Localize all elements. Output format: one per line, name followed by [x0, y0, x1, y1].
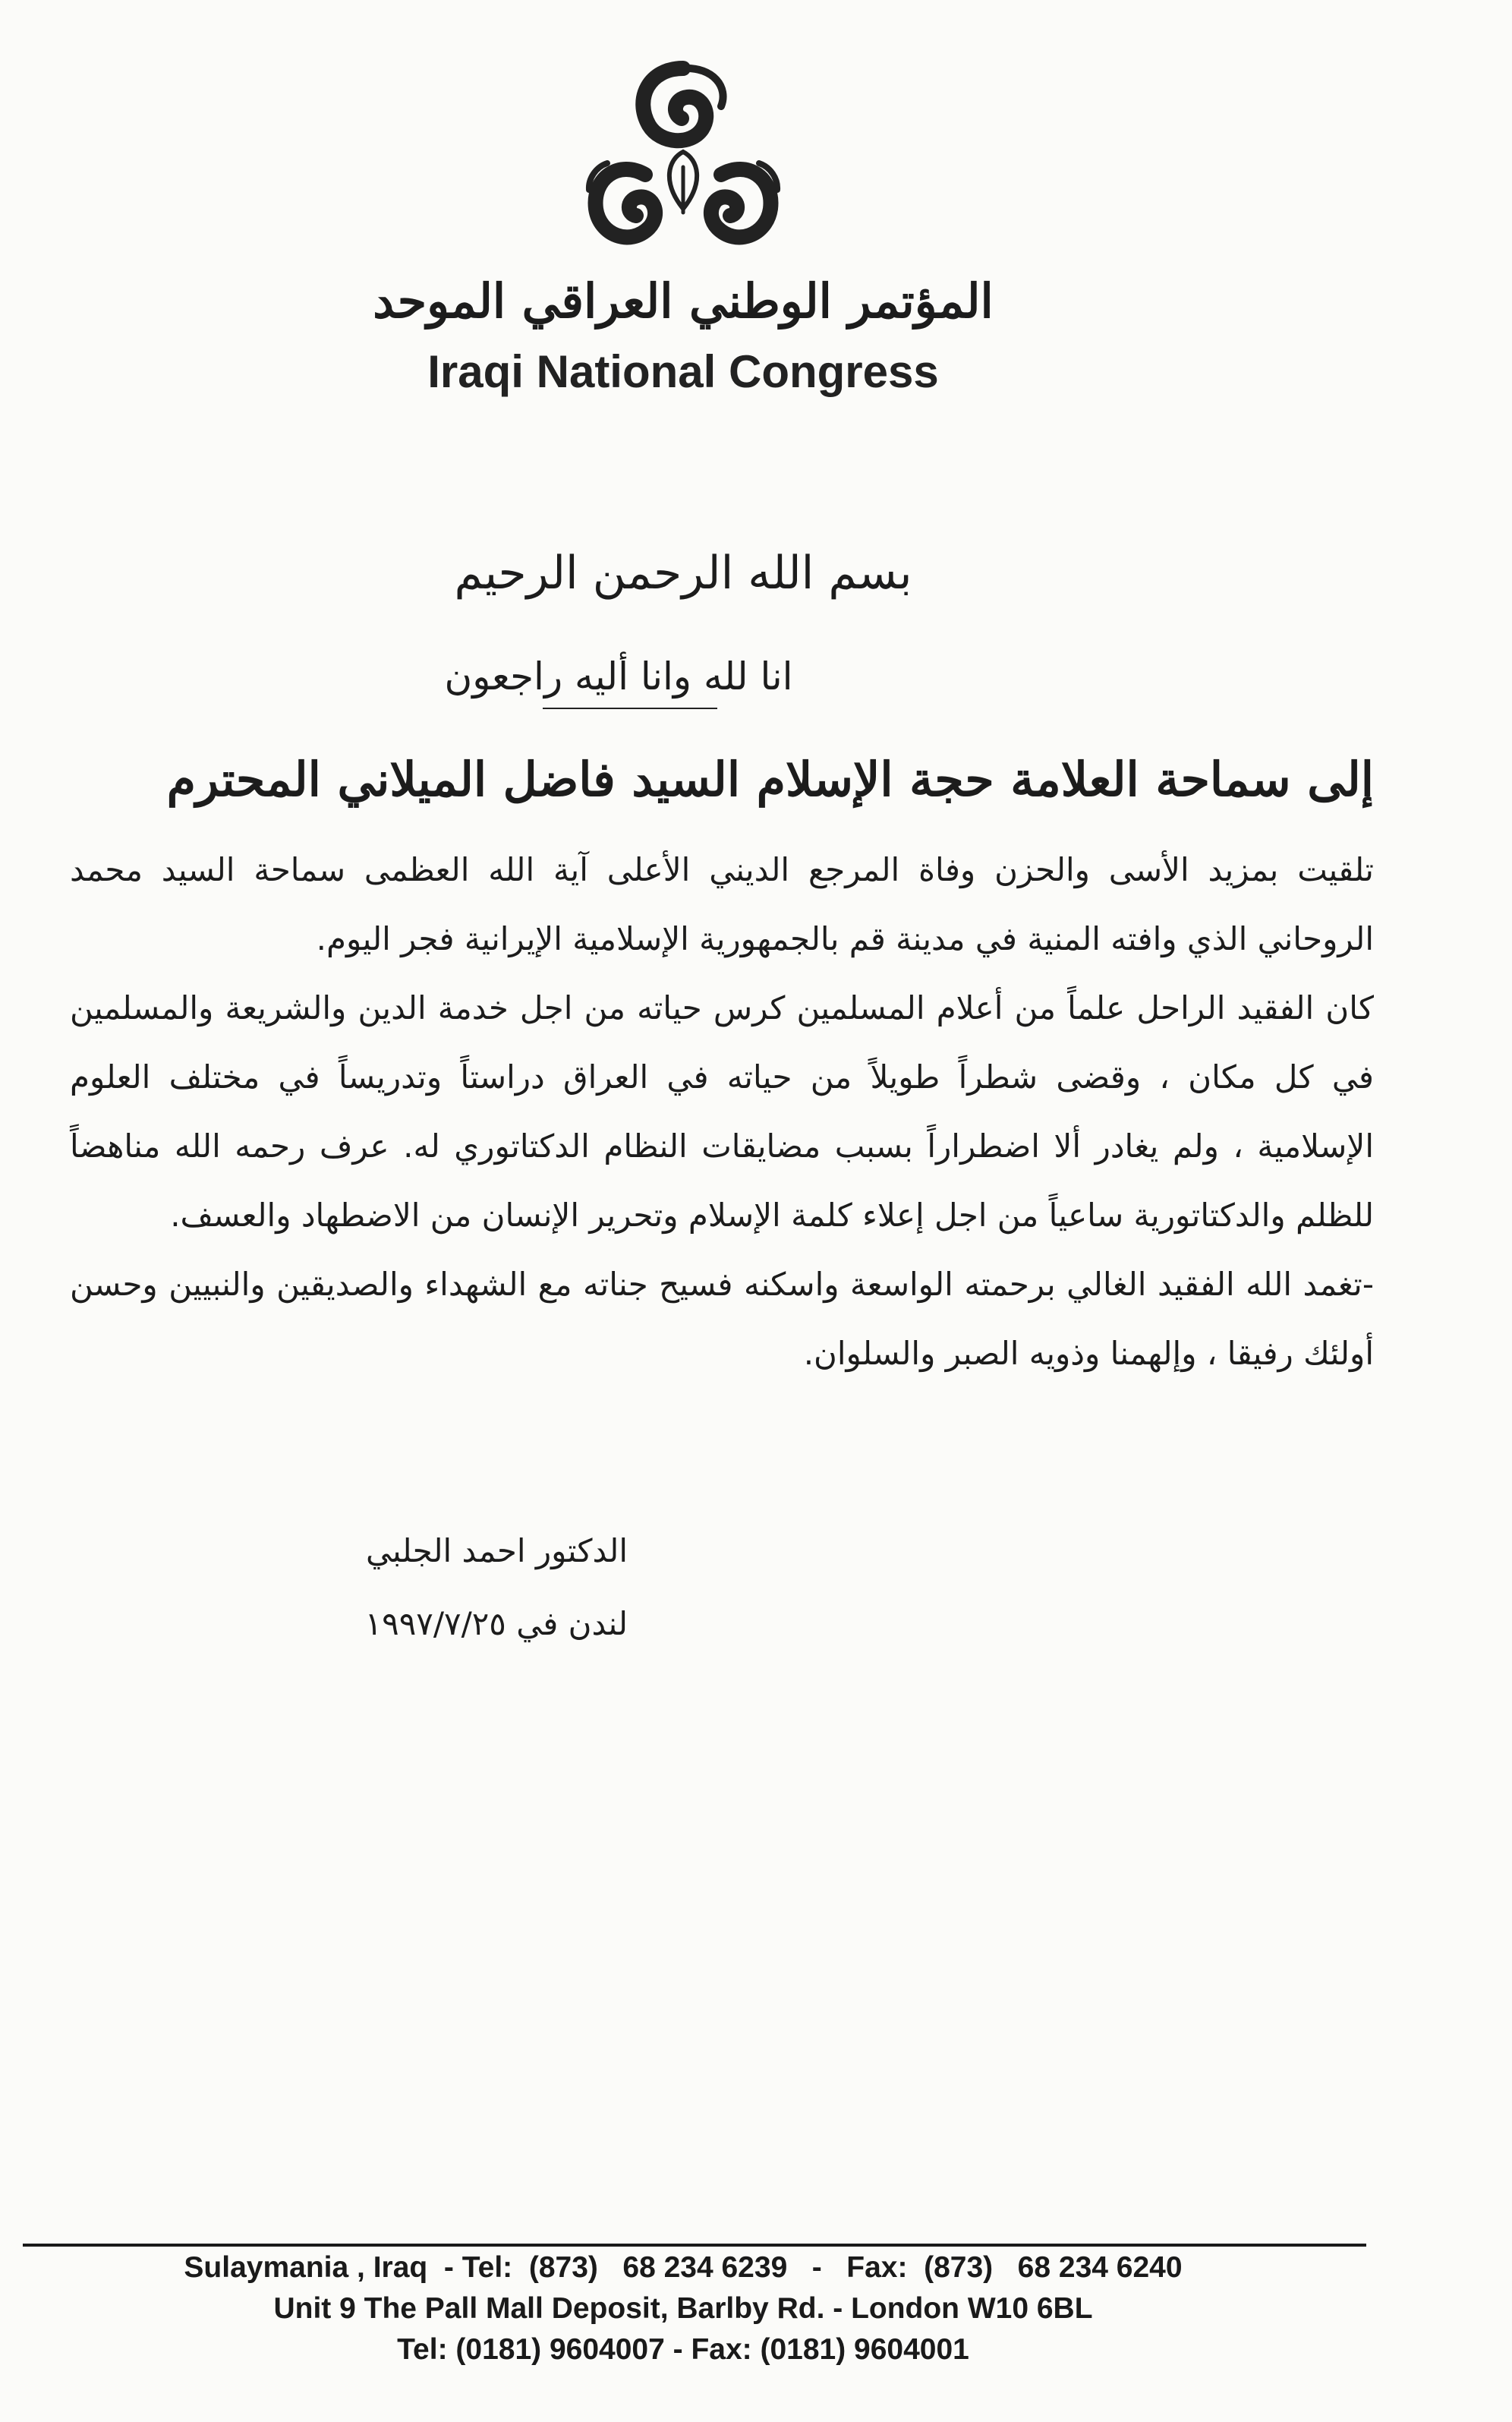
footer-divider	[23, 2244, 1366, 2247]
footer-line-london-phone: Tel: (0181) 9604007 - Fax: (0181) 9604001	[397, 2333, 969, 2366]
body-paragraph-2: كان الفقيد الراحل علماً من أعلام المسلمين كرس حياته من اجل خدمة الدين والشريعة والمسلمين في كل مكان ، وقضى شطراً طويلاً من حياته في العراق دراستاً وتدريساً في مختلف العلوم الإسلامية ، ولم يغادر ألا اضطراراً بسبب مضايقات النظام الدكتاتوري له. عرف رحمه الله مناهضاً للظلم والدكتاتورية ساعياً من اجل إعلاء كلمة الإسلام وتحرير الإنسان من الاضطهاد والعسف.	[70, 989, 1374, 1234]
org-name-arabic: المؤتمر الوطني العراقي الموحد	[373, 273, 994, 329]
footer-contact	[0, 2247, 1366, 2370]
signatory-name: الدكتور احمد الجلبي	[366, 1532, 628, 1569]
letter-body	[70, 835, 1374, 1388]
body-paragraph-3: -تغمد الله الفقيد الغالي برحمته الواسعة واسكنه فسيح جناته مع الشهداء والصديقين والنبيين وحسن أولئك رفيقا ، وإلهمنا وذويه الصبر والسلوان.	[70, 1266, 1374, 1372]
quran-verse: انا لله وانا أليه راجعون	[444, 654, 793, 699]
body-paragraph-1: تلقيت بمزيد الأسى والحزن وفاة المرجع الديني الأعلى آية الله العظمى سماحة السيد محمد الروحاني الذي وافته المنية في مدينة قم بالجمهورية الإسلامية الإيرانية فجر اليوم.	[70, 851, 1374, 957]
verse-underline	[543, 708, 717, 709]
footer-line-iraq: Sulaymania , Iraq - Tel: (873) 68 234 6239 - Fax: (873) 68 234 6240	[184, 2251, 1183, 2284]
recipient-salutation: إلى سماحة العلامة حجة الإسلام السيد فاضل الميلاني المحترم	[166, 752, 1374, 807]
inc-logo-icon	[577, 53, 789, 258]
org-name-english: Iraqi National Congress	[427, 346, 939, 397]
basmala: بسم الله الرحمن الرحيم	[454, 547, 912, 600]
place-and-date: لندن في ١٩٩٧/٧/٢٥	[364, 1605, 628, 1642]
signature-block	[365, 1515, 628, 1660]
footer-line-london-address: Unit 9 The Pall Mall Deposit, Barlby Rd. - London W10 6BL	[273, 2292, 1093, 2325]
